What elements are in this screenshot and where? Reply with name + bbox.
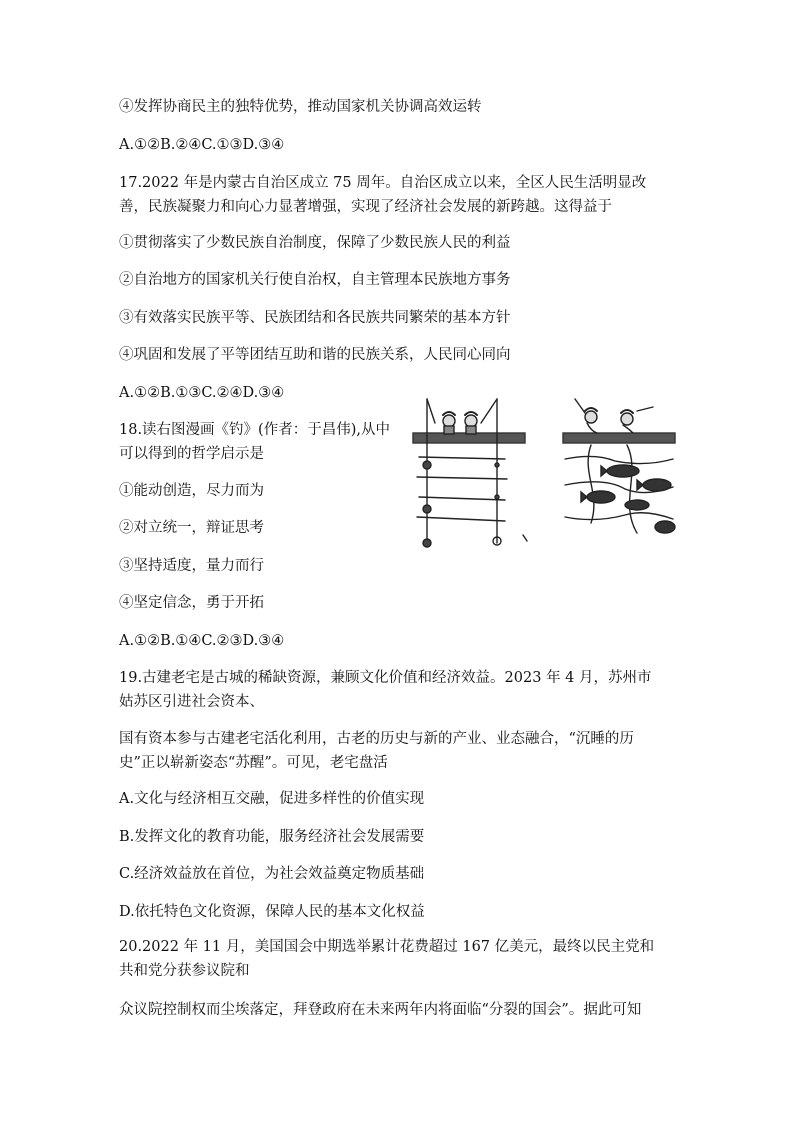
q20-stem-part-1: 20.2022 年 11 月，美国国会中期选举累计花费超过 167 亿美元，最终以民主党和共和党分获参议院和	[119, 939, 655, 979]
q19-option-B: B.发挥文化的教育功能，服务经济社会发展需要	[119, 829, 425, 845]
q16-option-4: ④发挥协商民主的独特优势，推动国家机关协调高效运转	[119, 99, 482, 115]
q17-option-2: ②自治地方的国家机关行使自治权，自主管理本民族地方事务	[119, 272, 511, 288]
q18-stem-line-2: 可以得到的哲学启示是	[119, 446, 264, 462]
q17-option-4: ④巩固和发展了平等团结互助和谐的民族关系，人民同心同向	[119, 347, 511, 363]
q19-option-C: C.经济效益放在首位，为社会效益奠定物质基础	[119, 866, 425, 882]
q18-option-4: ④坚定信念，勇于开拓	[119, 595, 264, 611]
left-panel-sketch	[413, 399, 527, 547]
q18-answer-choices: A.①②B.①④C.②③D.③④	[119, 633, 285, 649]
q17-option-1: ①贯彻落实了少数民族自治制度，保障了少数民族人民的利益	[119, 235, 511, 251]
q19-stem-part-2: 国有资本参与古建老宅活化利用，古老的历史与新的产业、业态融合，“沉睡的历史”正以崭新姿态“苏醒”。可见，老宅盘活	[119, 731, 634, 771]
q18-option-3: ③坚持适度，量力而行	[119, 558, 264, 574]
q19-option-D: D.依托特色文化资源，保障人民的基本文化权益	[119, 904, 425, 920]
q17-option-3: ③有效落实民族平等、民族团结和各民族共同繁荣的基本方针	[119, 310, 511, 326]
q18-stem-line-1: 18.读右图漫画《钓》(作者：于昌伟),从中	[119, 422, 390, 438]
q18-option-1: ①能动创造，尽力而为	[119, 483, 264, 499]
fishing-cartoon-image	[405, 393, 677, 553]
q16-answer-choices: A.①②B.②④C.①③D.③④	[119, 137, 285, 153]
q17-answer-choices: A.①②B.①③C.②④D.③④	[119, 385, 285, 401]
q19-option-A: A.文化与经济相互交融，促进多样性的价值实现	[119, 791, 425, 807]
q19-stem-part-1: 19.古建老宅是古城的稀缺资源，兼顾文化价值和经济效益。2023 年 4 月，苏州市姑苏区引进社会资本、	[119, 670, 652, 710]
q18-option-2: ②对立统一，辩证思考	[119, 520, 264, 536]
q20-stem-part-2: 众议院控制权而尘埃落定，拜登政府在未来两年内将面临“分裂的国会”。据此可知	[119, 1002, 642, 1018]
q17-stem: 17.2022 年是内蒙古自治区成立 75 周年。自治区成立以来，全区人民生活明显改善，民族凝聚力和向心力显著增强，实现了经济社会发展的新跨越。这得益于	[119, 175, 647, 215]
right-panel-sketch	[563, 399, 675, 533]
